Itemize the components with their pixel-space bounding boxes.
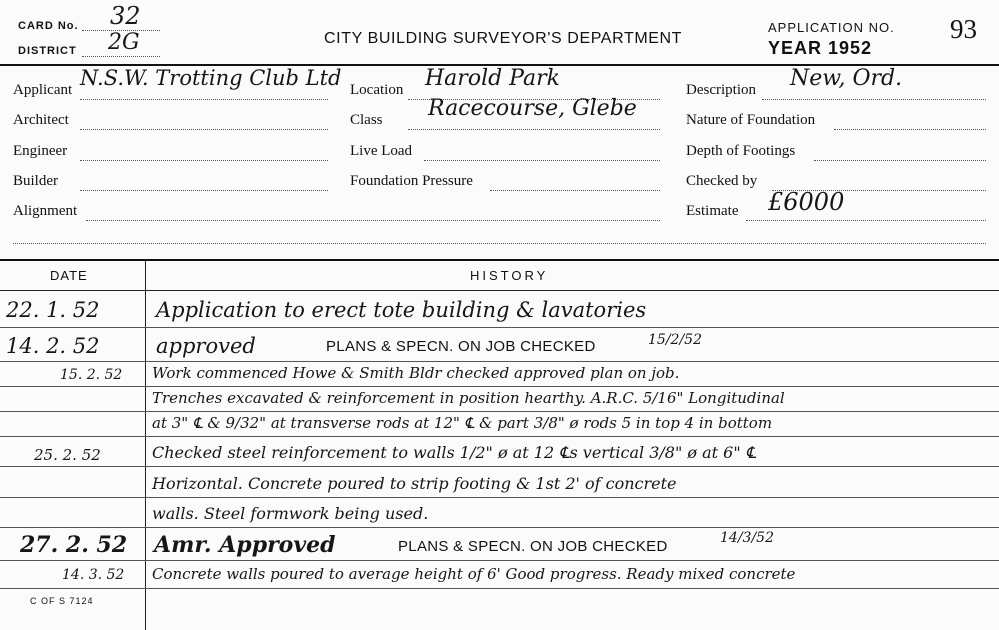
builder-label: Builder <box>13 173 58 189</box>
history-date: 27. 2. 52 <box>20 532 128 558</box>
foundation-pressure-label: Foundation Pressure <box>350 173 473 189</box>
plans-checked-stamp: PLANS & SPECN. ON JOB CHECKED <box>326 338 596 355</box>
history-entry: approved <box>156 334 256 358</box>
applicant-value: N.S.W. Trotting Club Ltd <box>80 66 342 90</box>
history-entry: Horizontal. Concrete poured to strip footing & 1st 2' of concrete <box>152 474 677 493</box>
checked-by-label: Checked by <box>686 173 758 189</box>
application-no-value: 93 <box>950 14 977 44</box>
description-value: New, Ord. <box>790 66 903 91</box>
history-date: 14. 2. 52 <box>6 334 100 358</box>
history-entry: walls. Steel formwork being used. <box>152 504 429 523</box>
history-entry: Application to erect tote building & lavatories <box>156 298 647 322</box>
engineer-label: Engineer <box>13 143 68 159</box>
date-column-header: DATE <box>50 268 88 283</box>
history-column-header: HISTORY <box>470 268 549 283</box>
nature-of-foundation-label: Nature of Foundation <box>686 112 816 128</box>
class-label: Class <box>350 112 383 128</box>
location-label: Location <box>350 82 404 98</box>
applicant-label: Applicant <box>13 82 73 98</box>
live-load-label: Live Load <box>350 143 413 159</box>
history-date: 22. 1. 52 <box>6 298 100 322</box>
history-date: 15. 2. 52 <box>60 367 123 383</box>
history-entry: Checked steel reinforcement to walls 1/2" ø at 12 ℄s vertical 3/8" ø at 6" ℄ <box>152 443 757 462</box>
history-entry: Concrete walls poured to average height of 6' Good progress. Ready mixed concrete <box>152 565 796 583</box>
description-label: Description <box>686 82 756 98</box>
history-entry: at 3" ℄ & 9/32" at transverse rods at 12" ℄ & part 3/8" ø rods 5 in top 4 in bottom <box>152 414 773 432</box>
application-no-label: APPLICATION NO. <box>768 20 895 35</box>
history-date: 25. 2. 52 <box>34 446 101 464</box>
location-value: Harold Park <box>425 66 560 91</box>
district-value: 2G <box>108 30 140 55</box>
stamp-date: 14/3/52 <box>720 530 774 546</box>
class-value: Racecourse, Glebe <box>428 96 637 121</box>
form-code: C OF S 7124 <box>30 596 94 606</box>
history-entry: Trenches excavated & reinforcement in position hearthy. A.R.C. 5/16" Longitudinal <box>152 389 785 407</box>
department-title: CITY BUILDING SURVEYOR'S DEPARTMENT <box>324 30 683 47</box>
estimate-value: £6000 <box>768 188 845 216</box>
plans-checked-stamp: PLANS & SPECN. ON JOB CHECKED <box>398 538 668 555</box>
history-entry: Work commenced Howe & Smith Bldr checked approved plan on job. <box>152 364 680 382</box>
stamp-date: 15/2/52 <box>648 332 702 348</box>
history-date: 14. 3. 52 <box>62 567 125 583</box>
card-no-label: CARD No. <box>18 20 79 32</box>
depth-of-footings-label: Depth of Footings <box>686 143 796 159</box>
estimate-label: Estimate <box>686 203 739 219</box>
architect-label: Architect <box>13 112 69 128</box>
card-no-value: 32 <box>110 2 141 30</box>
district-label: DISTRICT <box>18 45 77 57</box>
alignment-label: Alignment <box>13 203 78 219</box>
history-entry: Amr. Approved <box>154 532 336 558</box>
year: YEAR 1952 <box>768 38 873 58</box>
